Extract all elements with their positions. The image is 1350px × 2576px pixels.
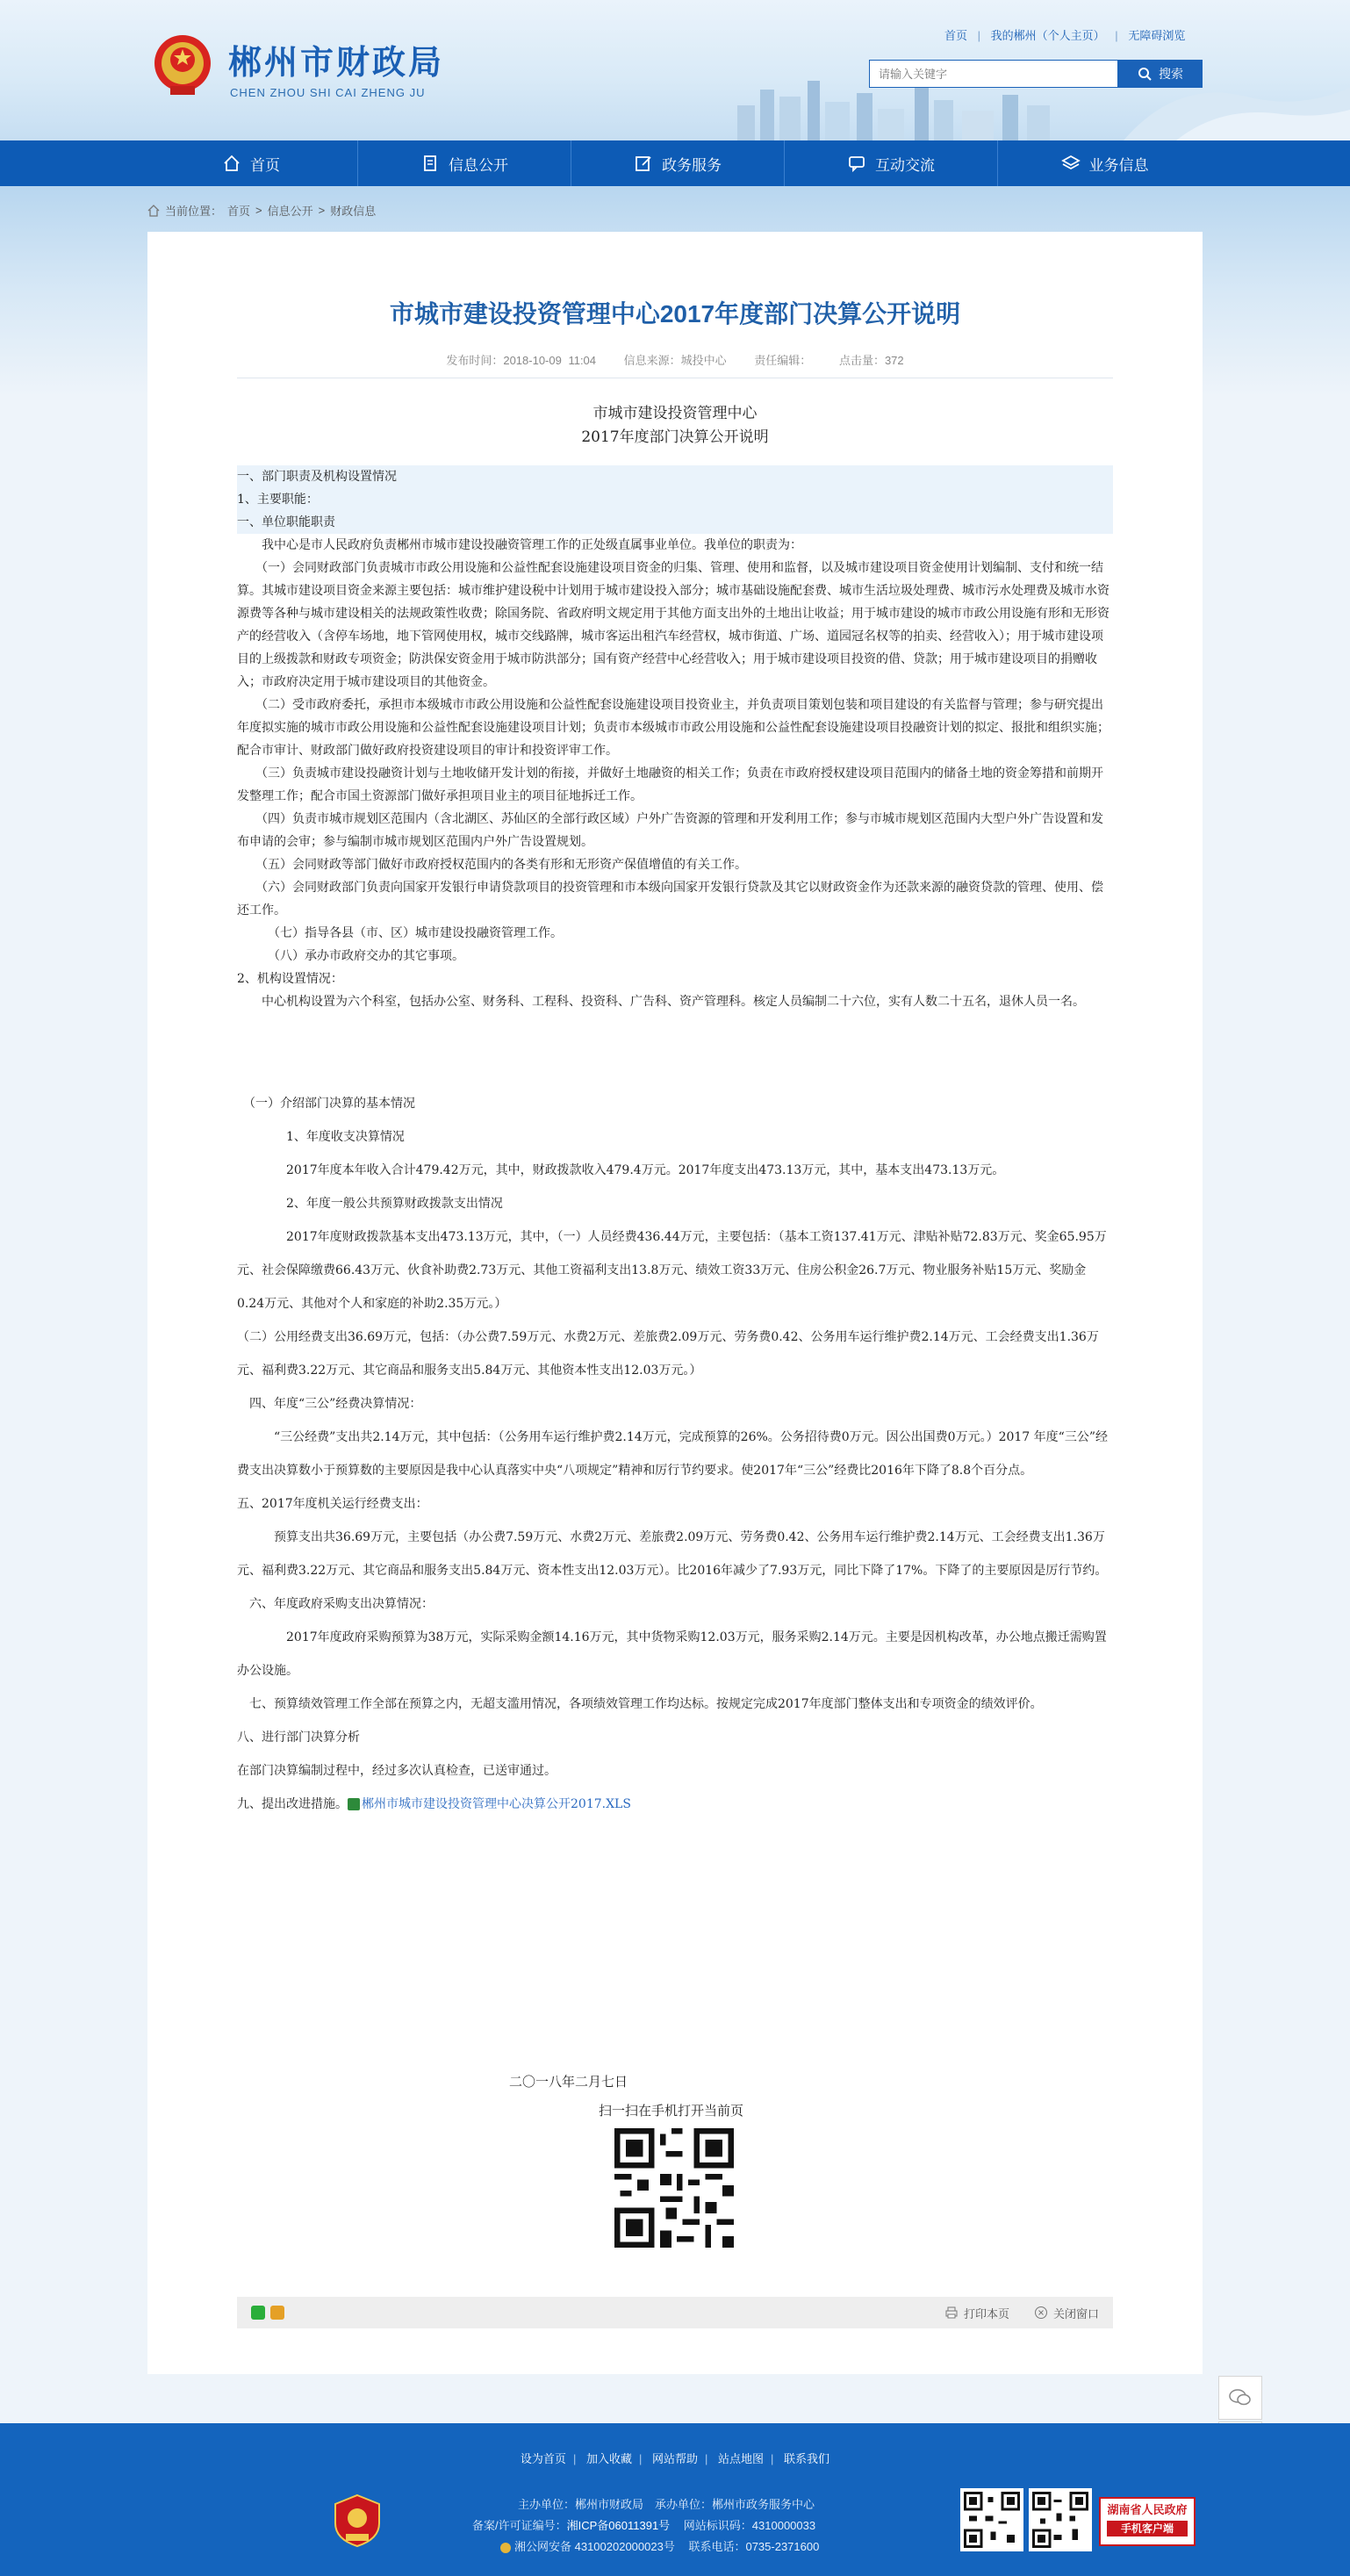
hunan-gov-app-link[interactable] [1099, 2497, 1196, 2546]
site-header [0, 0, 1350, 140]
footer-qr-code-1 [960, 2488, 1023, 2551]
paragraph: 2017年度政府采购预算为38万元，实际采购金额14.16万元，其中货物采购12.03万元，服务采购2.14万元。主要是因机构改革，办公地点搬迁需购置办公设施。 [237, 1630, 1107, 1678]
chat-icon [847, 154, 866, 173]
footer-link-set-home[interactable]: 设为首页 [520, 2452, 566, 2465]
document-date: 二〇一八年二月七日 [509, 2074, 628, 2090]
breadcrumb-separator: > [318, 204, 326, 217]
paragraph: 一、单位职能职责 [237, 511, 1113, 534]
close-window-label: 关闭窗口 [1052, 2306, 1099, 2321]
footer-link-bookmark[interactable]: 加入收藏 [585, 2452, 632, 2465]
paragraph: （八）承办市政府交办的其它事项。 [237, 949, 464, 963]
nav-label: 业务信息 [1088, 156, 1149, 174]
paragraph: （一）介绍部门决算的基本情况 [237, 1097, 415, 1111]
info-source: 信息来源：城投中心 [623, 354, 727, 367]
police-badge-icon [500, 2543, 511, 2553]
paragraph: 中心机构设置为六个科室，包括办公室、财务科、工程科、投资科、广告科、资产管理科。核定人员编制二十六位，实有人数二十五名，退休人员一名。 [237, 995, 1085, 1009]
paragraph: 1、年度收支决算情况 [237, 1130, 405, 1144]
breadcrumb [147, 202, 376, 219]
paragraph [237, 1788, 1113, 1821]
publish-time: 发布时间：2018-10-09 11:04 [446, 354, 597, 367]
document-icon [420, 154, 440, 173]
paragraph-text: 九、提出改进措施。 [237, 1797, 348, 1811]
article-meta [0, 351, 1350, 368]
site-footer [0, 2423, 1350, 2576]
top-link-accessibility[interactable]: 无障碍浏览 [1128, 29, 1186, 42]
footer-link-contact[interactable]: 联系我们 [784, 2452, 830, 2465]
nav-item-info-disclosure[interactable] [358, 140, 571, 186]
search-button-label: 搜索 [1159, 67, 1183, 81]
paragraph: （七）指导各县（市、区）城市建设投融资管理工作。 [237, 926, 563, 940]
nav-label: 首页 [250, 156, 280, 174]
paragraph: （六）会同财政部门负责向国家开发银行申请贷款项目的投资管理和市本级向国家开发银行贷款及其它以财政资金作为还款来源的融资贷款的管理、使用、偿还工作。 [237, 881, 1103, 917]
paragraph: 2017年度本年收入合计479.42万元，其中，财政拨款收入479.4万元。2017年度支出473.13万元，其中，基本支出473.13万元。 [237, 1163, 1005, 1177]
paragraph: 八、进行部门决算分析 [237, 1731, 360, 1745]
excel-file-icon [348, 1798, 360, 1810]
close-window-button[interactable] [1034, 2305, 1099, 2321]
nav-item-gov-services[interactable] [571, 140, 785, 186]
paragraph: 七、预算绩效管理工作全部在预算之内，无超支滥用情况，各项绩效管理工作均达标。按规定完成2017年度部门整体支出和专项资金的绩效评价。 [237, 1697, 1043, 1711]
page-qr-code [614, 2128, 734, 2248]
breadcrumb-separator: > [255, 204, 262, 217]
share-bar [237, 2297, 1113, 2328]
paragraph: 在部门决算编制过程中，经过多次认真检查，已送审通过。 [237, 1764, 557, 1778]
icp-number[interactable]: 湘ICP备06011391号 [566, 2519, 671, 2532]
gov-logo-title: 湖南省人民政府 [1107, 2503, 1188, 2516]
nav-label: 政务服务 [662, 156, 722, 174]
paragraph: 预算支出共36.69万元，主要包括（办公费7.59万元、水费2万元、差旅费2.09万元、劳务费0.42、公务用车运行维护费2.14万元、工会经费支出1.36万元、福利费3.22万元、其它商品和服务支出5.84万元、资本性支出12.03万元）。比2016年减少了7.93万元，同比下降了17%。下降了的主要原因是厉行节约。 [237, 1530, 1108, 1578]
registration-prefix: 备案/许可证编号： [472, 2519, 567, 2532]
paragraph: （四）负责市城市规划区范围内（含北湖区、苏仙区的全部行政区域）户外广告资源的管理和开发利用工作；参与市城市规划区范围内大型户外广告设置和发布申请的会审；参与编制市城市规划区范围内户外广告设置规划。 [237, 812, 1103, 849]
national-emblem-icon [151, 30, 214, 100]
contact-phone: 联系电话：0735-2371600 [688, 2540, 820, 2553]
paragraph: 1、主要职能： [237, 488, 1113, 511]
section-duties [237, 465, 1113, 1013]
footer-qr-code-2 [1029, 2488, 1092, 2551]
paragraph: （五）会同财政等部门做好市政府授权范围内的各类有形和无形资产保值增值的有关工作。 [237, 858, 747, 872]
attachment-link[interactable]: 郴州市城市建设投资管理中心决算公开2017.XLS [362, 1797, 631, 1811]
search-icon [1138, 67, 1152, 81]
nav-item-interaction[interactable] [785, 140, 998, 186]
paragraph: （二）公用经费支出36.69万元，包括：（办公费7.59万元、水费2万元、差旅费2.09万元、劳务费0.42、公务用车运行维护费2.14万元、工会经费支出1.36万元、福利费3.22万元、其它商品和服务支出5.84万元、其他资本性支出12.03万元。） [237, 1330, 1099, 1378]
responsible-editor: 责任编辑： [754, 354, 812, 367]
nav-item-home[interactable] [145, 140, 358, 186]
nav-label: 互动交流 [875, 156, 935, 174]
footer-link-sitemap[interactable]: 站点地图 [718, 2452, 765, 2465]
paragraph: 四、年度“三公”经费决算情况： [237, 1397, 422, 1411]
site-title: 郴州市财政局 [228, 45, 445, 82]
nav-label: 信息公开 [449, 156, 508, 174]
site-code: 网站标识码：4310000033 [683, 2519, 816, 2532]
paragraph: （二）受市政府委托，承担市本级城市市政公用设施和公益性配套设施建设项目投资业主，并负责项目策划包装和项目建设的有关监督与管理；参与研究提出年度拟实施的城市市政公用设施和公益性配套设施建设项目计划；负责市本级城市市政公用设施和公益性配套设施建设项目投融资计划的拟定、报批和组织实施；配合市审计、财政部门做好政府投资建设项目的审计和投资评审工作。 [237, 698, 1109, 758]
breadcrumb-info-disclosure[interactable]: 信息公开 [267, 205, 313, 218]
home-icon [222, 154, 241, 173]
footer-link-help[interactable]: 网站帮助 [651, 2452, 698, 2465]
home-icon [147, 205, 160, 217]
footer-organizer: 主办单位：郴州市财政局 承办单位：郴州市政务服务中心 [518, 2498, 815, 2511]
wechat-icon [1229, 2388, 1252, 2407]
police-record[interactable]: 湘公网安备 43100202000023号 [514, 2540, 675, 2553]
paragraph: 一、部门职责及机构设置情况 [237, 465, 1113, 488]
main-nav [0, 140, 1350, 186]
paragraph: “三公经费”支出共2.14万元，其中包括：（公务用车运行维护费2.14万元，完成预算的26%。公务招待费0万元。因公出国费0万元。）2017 年度“三公”经费支出决算数小于预算数的主要原因是我中心认真落实中央“八项规定”精神和厉行节约要求。使2017年“三公”经费比2016年下降了8.8个百分点。 [237, 1430, 1108, 1478]
printer-icon [944, 2306, 959, 2320]
doc-title-line2: 2017年度部门决算公开说明 [581, 428, 769, 446]
click-count: 点击量：372 [838, 354, 904, 367]
paragraph: （三）负责城市建设投融资计划与土地收储开发计划的衔接，并做好土地融资的相关工作；负责在市政府授权建设项目范围内的储备土地的资金筹措和前期开发整理工作；配合市国土资源部门做好承担项目业主的项目征地拆迁工作。 [237, 766, 1103, 803]
top-link-my-chenzhou[interactable]: 我的郴州（个人主页） [990, 29, 1105, 42]
top-links: 首页 | 我的郴州（个人主页） | 无障碍浏览 [944, 29, 1186, 42]
wechat-share-icon[interactable] [251, 2306, 265, 2320]
search-input[interactable] [869, 60, 1118, 88]
footer-registration [472, 2516, 815, 2533]
layers-icon [1061, 154, 1081, 173]
paragraph: 我中心是市人民政府负责郴州市城市建设投融资管理工作的正处级直属事业单位。我单位的职责为： [237, 538, 802, 552]
paragraph: 五、2017年度机关运行经费支出： [237, 1497, 428, 1511]
paragraph: （一）会同财政部门负责城市市政公用设施和公益性配套设施建设项目资金的归集、管理、使用和监督，以及城市建设项目资金使用计划编制、支付和统一结算。其城市建设项目资金来源主要包括：城市维护建设税中计划用于城市建设投入部分；城市基础设施配套费、城市生活垃圾处理费、城市污水处理费及城市水资源费等各种与城市建设相关的法规政策性收费；除国务院、省政府明文规定用于其他方面支出外的土地出让收益；用于城市建设的城市市政公用设施有形和无形资产的经营收入（含停车场地，地下管网使用权，城市交线路牌，城市客运出租汽车经营权，城市街道、广场、道园冠名权等的拍卖、经营收入）；用于城市建设项目的上级拨款和财政专项资金；防洪保安资金用于城市防洪部分；国有资产经营中心经营收入；用于城市建设项目投资的借、贷款；用于城市建设项目的捐赠收入；市政府决定用于城市建设项目的其他资金。 [237, 561, 1109, 689]
party-gov-badge-icon[interactable] [334, 2493, 381, 2548]
doc-title-line1: 市城市建设投资管理中心 [592, 405, 758, 422]
qr-caption: 扫一扫在手机打开当前页 [599, 2104, 744, 2119]
print-label: 打印本页 [963, 2306, 1009, 2321]
print-button[interactable] [944, 2305, 1009, 2321]
footer-links: 设为首页 | 加入收藏 | 网站帮助 | 站点地图 | 联系我们 [520, 2452, 830, 2465]
weibo-share-icon[interactable] [270, 2306, 284, 2320]
breadcrumb-home[interactable]: 首页 [227, 205, 251, 218]
section-budget-report [237, 1087, 1113, 1821]
edit-icon [634, 154, 653, 173]
footer-police [500, 2537, 819, 2554]
paragraph: 2、机构设置情况： [237, 972, 343, 986]
breadcrumb-finance-info[interactable]: 财政信息 [330, 205, 377, 218]
paragraph: 2、年度一般公共预算财政拨款支出情况 [237, 1197, 503, 1211]
wechat-float-button[interactable] [1218, 2376, 1262, 2420]
paragraph: 2017年度财政拨款基本支出473.13万元，其中，（一）人员经费436.44万元，主要包括：（基本工资137.41万元、津贴补贴72.83万元、奖金65.95万元、社会保障缴费66.43万元、伙食补助费2.73万元、其他工资福利支出13.8万元、绩效工资33万元、住房公积金26.7万元、物业服务补贴15万元、奖励金0.24万元、其他对个人和家庭的补助2.35万元。） [237, 1230, 1107, 1311]
site-subtitle: CHEN ZHOU SHI CAI ZHENG JU [230, 86, 426, 99]
article-title: 市城市建设投资管理中心2017年度部门决算公开说明 [389, 300, 961, 327]
search-button[interactable] [1118, 60, 1203, 88]
top-link-home[interactable]: 首页 [944, 29, 968, 42]
paragraph: 六、年度政府采购支出决算情况： [237, 1597, 434, 1611]
breadcrumb-prefix: 当前位置： [165, 205, 223, 218]
close-icon [1034, 2306, 1048, 2320]
gov-logo-subtitle: 手机客户端 [1107, 2521, 1188, 2536]
nav-item-business-info[interactable] [998, 140, 1211, 186]
